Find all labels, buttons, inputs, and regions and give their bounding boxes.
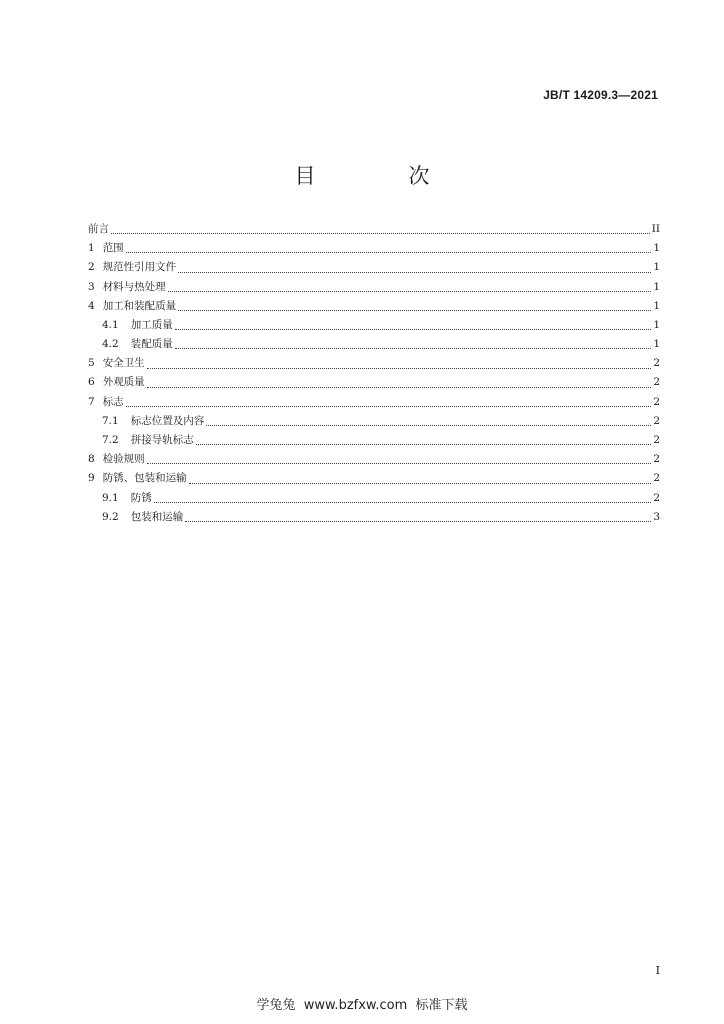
page-title: 目 次 xyxy=(294,164,466,188)
toc-entry[interactable] xyxy=(88,412,660,431)
toc-entry-number: 4.2 xyxy=(102,338,119,351)
toc-dot-leader xyxy=(168,290,652,292)
toc-entry-number: 6 xyxy=(88,376,95,389)
toc-entry-label: 标志位置及内容 xyxy=(130,414,205,427)
toc-entry-label: 拼接导轨标志 xyxy=(130,434,194,447)
toc-entry[interactable] xyxy=(88,258,660,277)
toc-entry-page: 2 xyxy=(653,395,660,408)
toc-entry-number: 9.1 xyxy=(102,491,119,504)
toc-entry[interactable] xyxy=(88,469,660,488)
toc-entry[interactable] xyxy=(88,508,660,527)
toc-entry-label: 防锈 xyxy=(130,491,152,504)
toc-entry[interactable] xyxy=(88,220,660,239)
toc-entry-number: 2 xyxy=(88,261,95,274)
toc-entry-label: 外观质量 xyxy=(102,376,145,389)
toc-entry-page: 1 xyxy=(653,280,660,293)
toc-entry[interactable] xyxy=(88,450,660,469)
toc-entry-page: II xyxy=(651,222,660,235)
document-code: JB/T 14209.3—2021 xyxy=(543,88,658,102)
toc-entry-page: 1 xyxy=(653,299,660,312)
toc-dot-leader xyxy=(154,501,652,503)
toc-dot-leader xyxy=(185,520,651,522)
page-number: I xyxy=(655,964,660,977)
toc-entry-page: 2 xyxy=(653,453,660,466)
toc-entry-label: 加工质量 xyxy=(130,318,173,331)
toc-entry-label: 范围 xyxy=(102,242,124,255)
toc-dot-leader xyxy=(147,367,652,369)
toc-dot-leader xyxy=(178,271,651,273)
toc-entry[interactable] xyxy=(88,489,660,508)
toc-entry-number: 7.1 xyxy=(102,414,119,427)
toc-entry-page: 2 xyxy=(653,491,660,504)
footer-watermark: 学兔兔 www.bzfxw.com 标准下载 xyxy=(256,998,468,1013)
toc-entry[interactable] xyxy=(88,374,660,393)
toc-entry-number: 7.2 xyxy=(102,434,119,447)
toc-dot-leader xyxy=(126,251,652,253)
toc-entry-label: 包装和运输 xyxy=(130,510,184,523)
toc-entry[interactable] xyxy=(88,239,660,258)
toc-entry-page: 2 xyxy=(653,434,660,447)
toc-entry-number: 4 xyxy=(88,299,95,312)
toc-dot-leader xyxy=(178,309,651,311)
toc-entry-label: 安全卫生 xyxy=(102,357,145,370)
toc-entry-page: 1 xyxy=(653,338,660,351)
toc-entry-label: 加工和装配质量 xyxy=(102,299,177,312)
toc-entry-label: 规范性引用文件 xyxy=(102,261,177,274)
toc-entry-label: 前言 xyxy=(88,222,109,235)
toc-dot-leader xyxy=(126,405,652,407)
toc-entry-page: 1 xyxy=(653,242,660,255)
toc-entry-label: 防锈、包装和运输 xyxy=(102,472,187,485)
toc-entry[interactable] xyxy=(88,297,660,316)
toc-dot-leader xyxy=(206,424,651,426)
toc-dot-leader xyxy=(196,443,652,445)
toc-entry-number: 9.2 xyxy=(102,510,119,523)
toc-entry-label: 装配质量 xyxy=(130,338,173,351)
toc-dot-leader xyxy=(111,232,650,234)
toc-entry[interactable] xyxy=(88,354,660,373)
toc-entry-page: 2 xyxy=(653,414,660,427)
table-of-contents xyxy=(88,220,660,527)
toc-entry-label: 检验规则 xyxy=(102,453,145,466)
toc-dot-leader xyxy=(175,328,652,330)
toc-entry-page: 2 xyxy=(653,357,660,370)
toc-entry-number: 4.1 xyxy=(102,318,119,331)
toc-entry-number: 8 xyxy=(88,453,95,466)
toc-dot-leader xyxy=(189,482,652,484)
toc-entry[interactable] xyxy=(88,335,660,354)
toc-entry-number: 1 xyxy=(88,242,95,255)
toc-entry-number: 9 xyxy=(88,472,95,485)
toc-dot-leader xyxy=(147,386,652,388)
toc-entry-number: 5 xyxy=(88,357,95,370)
toc-entry-page: 1 xyxy=(653,318,660,331)
toc-entry[interactable] xyxy=(88,431,660,450)
toc-entry-label: 材料与热处理 xyxy=(102,280,166,293)
toc-entry[interactable] xyxy=(88,278,660,297)
toc-entry-number: 3 xyxy=(88,280,95,293)
toc-entry[interactable] xyxy=(88,316,660,335)
toc-entry-page: 2 xyxy=(653,376,660,389)
toc-dot-leader xyxy=(147,462,652,464)
toc-dot-leader xyxy=(175,347,652,349)
toc-entry-label: 标志 xyxy=(102,395,124,408)
toc-entry-page: 3 xyxy=(653,510,660,523)
toc-entry-page: 1 xyxy=(653,261,660,274)
toc-entry-page: 2 xyxy=(653,472,660,485)
toc-entry-number: 7 xyxy=(88,395,95,408)
toc-entry[interactable] xyxy=(88,393,660,412)
